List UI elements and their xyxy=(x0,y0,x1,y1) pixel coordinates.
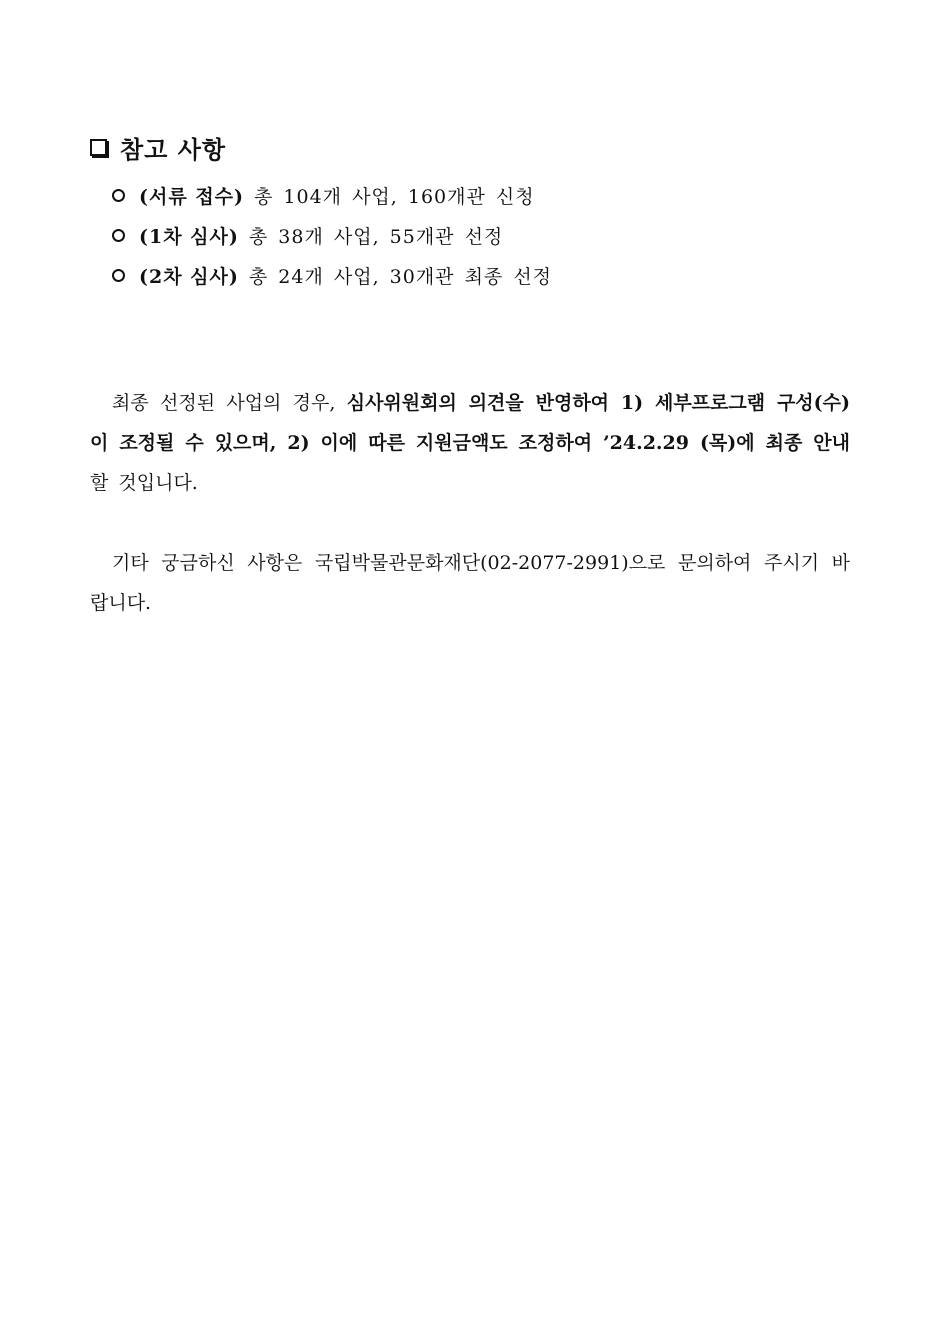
bullet-text: 총 38개 사업, 55개관 선정 xyxy=(248,225,504,248)
bullet-text: 총 24개 사업, 30개관 최종 선정 xyxy=(248,265,553,288)
notice-paragraph xyxy=(90,383,850,503)
paragraph-text: 최종 선정된 사업의 경우, xyxy=(112,392,347,414)
paragraph-emphasis: 심사위원회의 의견을 반영하여 1) 세부프로그램 구성(수)이 조정될 수 있으며, 2) 이에 따른 지원금액도 조정하여 ’24.2.29 (목)에 최종 안내 xyxy=(90,392,850,454)
list-item xyxy=(112,255,552,295)
circle-icon xyxy=(112,229,125,242)
checkbox-icon xyxy=(90,139,107,156)
section-title: 참고 사항 xyxy=(120,136,227,164)
bullet-label: (서류 접수) xyxy=(139,185,245,208)
circle-icon xyxy=(112,269,125,282)
list-item xyxy=(112,175,552,215)
bullet-text: 총 104개 사업, 160개관 신청 xyxy=(254,185,535,208)
bullet-label: (1차 심사) xyxy=(139,225,239,248)
paragraph-text: 할 것입니다. xyxy=(90,472,198,494)
bullet-label: (2차 심사) xyxy=(139,265,239,288)
contact-paragraph: 기타 궁금하신 사항은 국립박물관문화재단(02-2077-2991)으로 문의하여 주시기 바랍니다. xyxy=(90,552,850,614)
section-heading xyxy=(90,130,226,165)
circle-icon xyxy=(112,189,125,202)
bullet-list xyxy=(112,175,552,295)
list-item xyxy=(112,215,552,255)
